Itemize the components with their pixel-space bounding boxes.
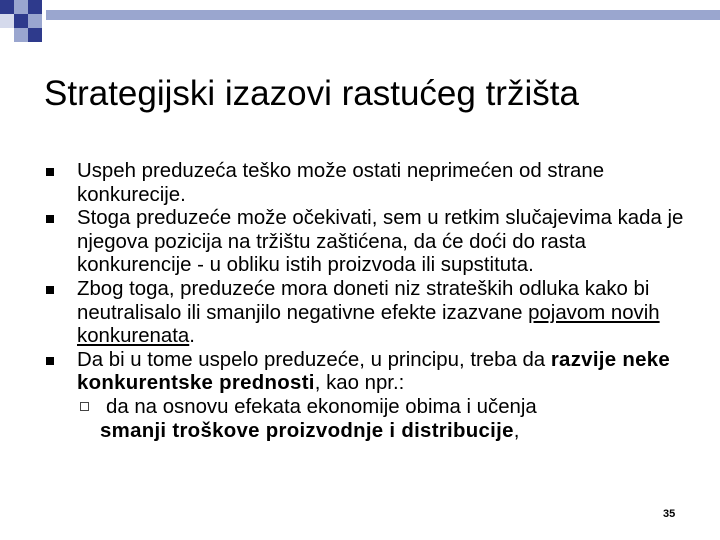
decor-square-dark: [28, 0, 42, 14]
bullet-text: Zbog toga, preduzeće mora doneti niz strateških odluka kako bi neutralisalo ili smanjilo negativne efekte izazvane: [77, 277, 650, 324]
page-number: 35: [663, 508, 676, 520]
sub-bullet-item: [0, 396, 666, 443]
decor-square-dark: [14, 14, 28, 28]
bold-text: smanji troškove proizvodnje i distribucije: [100, 419, 514, 442]
bullet-list: [0, 160, 720, 443]
underlined-text: pojavom novih konkurenata: [77, 301, 660, 348]
decor-square-pale: [0, 14, 14, 28]
decor-square-light: [28, 14, 42, 28]
decor-square-dark: [28, 28, 42, 42]
decor-strip: [46, 10, 720, 20]
bullet-item: [0, 278, 687, 349]
bullet-text: Uspeh preduzeća teško može ostati neprimećen od strane konkurecije.: [77, 160, 605, 206]
bullet-text-end: , kao npr.:: [314, 372, 405, 395]
square-bullet-icon: [46, 168, 54, 176]
decor-square-light: [14, 0, 28, 14]
square-bullet-icon: [46, 215, 54, 223]
bullet-text-end: .: [189, 325, 195, 348]
decor-square-light: [14, 28, 28, 42]
decor-square-dark: [0, 0, 14, 14]
bullet-item: [0, 160, 687, 207]
bullet-text: Stoga preduzeće može očekivati, sem u retkim slučajevima kada je njegova pozicija na tržištu zaštićena, da će doći do rasta konkurencije - u obliku istih proizvoda ili supstituta.: [77, 207, 684, 277]
decorative-header-band: [0, 0, 720, 46]
sub-bullet-line2: [100, 420, 666, 444]
bold-text: razvije neke konkurentske prednosti: [77, 348, 671, 395]
slide-title: Strategijski izazovi rastućeg tržišta: [44, 74, 579, 113]
square-bullet-icon: [46, 286, 54, 294]
bullet-item: [0, 207, 687, 278]
sub-bullet-text-end: ,: [513, 419, 520, 442]
hollow-square-bullet-icon: [80, 402, 89, 411]
sub-bullet-text: da na osnovu efekata ekonomije obima i učenja: [106, 395, 537, 418]
square-bullet-icon: [46, 357, 54, 365]
bullet-item: [0, 349, 687, 396]
bullet-text: Da bi u tome uspelo preduzeće, u principu, treba da: [77, 348, 551, 371]
